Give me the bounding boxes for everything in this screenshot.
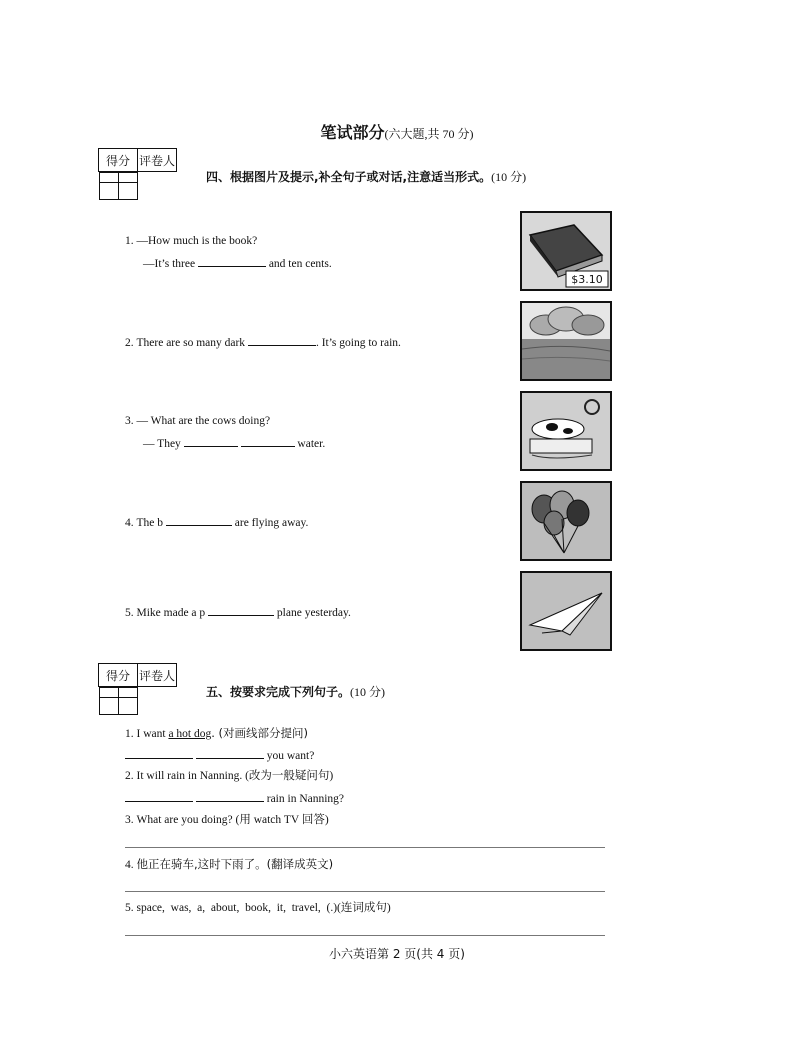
score-cell[interactable]	[99, 173, 118, 200]
answer-blank[interactable]	[241, 436, 295, 447]
q-text: I want	[136, 728, 166, 740]
q-text: you want?	[266, 750, 315, 762]
q4-5	[125, 605, 351, 620]
page-footer: 小六英语第 2 页(共 4 页)	[329, 947, 465, 961]
q-text: . It’s going to rain.	[315, 337, 401, 349]
q4-2	[125, 335, 401, 350]
score-box-section5	[98, 663, 177, 701]
title-main: 笔试部分	[320, 123, 385, 142]
grader-label: 评卷人	[138, 149, 177, 172]
q-number: 2.	[125, 337, 134, 349]
cloud-picture	[520, 301, 612, 381]
score-label: 得分	[99, 149, 138, 172]
q-number: 4.	[125, 859, 134, 871]
q-text: Mike made a p	[136, 607, 206, 619]
answer-blank[interactable]	[248, 335, 316, 346]
q-text: plane yesterday.	[276, 607, 351, 619]
q-number: 1.	[125, 728, 134, 740]
q-text: —It’s three	[143, 258, 196, 270]
score-box-section4	[98, 148, 177, 186]
q-number: 3.	[125, 415, 134, 427]
page-title	[0, 120, 794, 143]
answer-line[interactable]	[125, 891, 605, 892]
q-text: rain in Nanning?	[266, 793, 345, 805]
q-number: 4.	[125, 517, 134, 529]
paper-plane-picture	[520, 571, 612, 651]
q-text: space, was, a, about, book, it, travel, (.)(连词成句)	[136, 902, 391, 914]
q5-4	[125, 857, 333, 872]
q-number: 1.	[125, 235, 134, 247]
q-text: What are you doing? (用 watch TV 回答)	[136, 814, 329, 826]
underlined-text: a hot dog	[168, 728, 212, 740]
section4-heading-text: 四、根据图片及提示,补全句子或对话,注意适当形式。	[206, 170, 492, 184]
answer-blank[interactable]	[125, 791, 193, 802]
cloud-icon	[522, 303, 610, 379]
balloon-icon	[522, 483, 610, 559]
q-number: 3.	[125, 814, 134, 826]
q-text: — They	[143, 438, 181, 450]
q-text: —How much is the book?	[136, 235, 258, 247]
q-text: The b	[136, 517, 164, 529]
answer-line[interactable]	[125, 847, 605, 848]
cow-picture	[520, 391, 612, 471]
grader-cell[interactable]	[118, 173, 137, 200]
q-instruction: . (对画线部分提问)	[211, 726, 309, 740]
grader-label: 评卷人	[138, 664, 177, 687]
grader-cell[interactable]	[118, 688, 137, 715]
q-number: 5.	[125, 607, 134, 619]
book-picture	[520, 211, 612, 291]
answer-blank[interactable]	[184, 436, 238, 447]
answer-blank[interactable]	[198, 256, 266, 267]
q-text: — What are the cows doing?	[136, 415, 271, 427]
q5-2-answer	[125, 791, 344, 806]
balloon-picture	[520, 481, 612, 561]
answer-blank[interactable]	[166, 515, 232, 526]
q5-1-answer	[125, 748, 314, 763]
q4-4	[125, 515, 308, 530]
q5-5	[125, 901, 391, 915]
answer-line[interactable]	[125, 935, 605, 936]
section5-heading	[206, 683, 385, 700]
cow-icon	[522, 393, 610, 469]
q5-1	[125, 726, 308, 741]
q4-3-line1	[125, 414, 270, 428]
section5-heading-text: 五、按要求完成下列句子。	[206, 685, 351, 699]
book-icon	[522, 213, 610, 289]
q-text: 他正在骑车,这时下雨了。(翻译成英文)	[136, 857, 334, 871]
title-sub: (六大题,共 70 分)	[384, 127, 474, 141]
answer-blank[interactable]	[208, 605, 274, 616]
q-text: and ten cents.	[268, 258, 332, 270]
q5-2	[125, 769, 333, 783]
q-number: 5.	[125, 902, 134, 914]
answer-blank[interactable]	[196, 748, 264, 759]
q4-1-line1	[125, 234, 257, 248]
score-label: 得分	[99, 664, 138, 687]
score-cell[interactable]	[99, 688, 118, 715]
answer-blank[interactable]	[196, 791, 264, 802]
q4-3-line2	[143, 436, 325, 451]
price-tag-text: $3.10	[571, 273, 603, 286]
paper-plane-icon	[522, 573, 610, 649]
q-text: There are so many dark	[136, 337, 246, 349]
q-number: 2.	[125, 770, 134, 782]
section4-heading	[206, 168, 526, 185]
q5-3	[125, 813, 329, 827]
q4-1-line2	[143, 256, 332, 271]
answer-blank[interactable]	[125, 748, 193, 759]
section5-points: (10 分)	[350, 685, 386, 699]
q-text: water.	[297, 438, 326, 450]
section4-points: (10 分)	[491, 170, 527, 184]
q-text: It will rain in Nanning. (改为一般疑问句)	[136, 770, 334, 782]
q-text: are flying away.	[234, 517, 309, 529]
